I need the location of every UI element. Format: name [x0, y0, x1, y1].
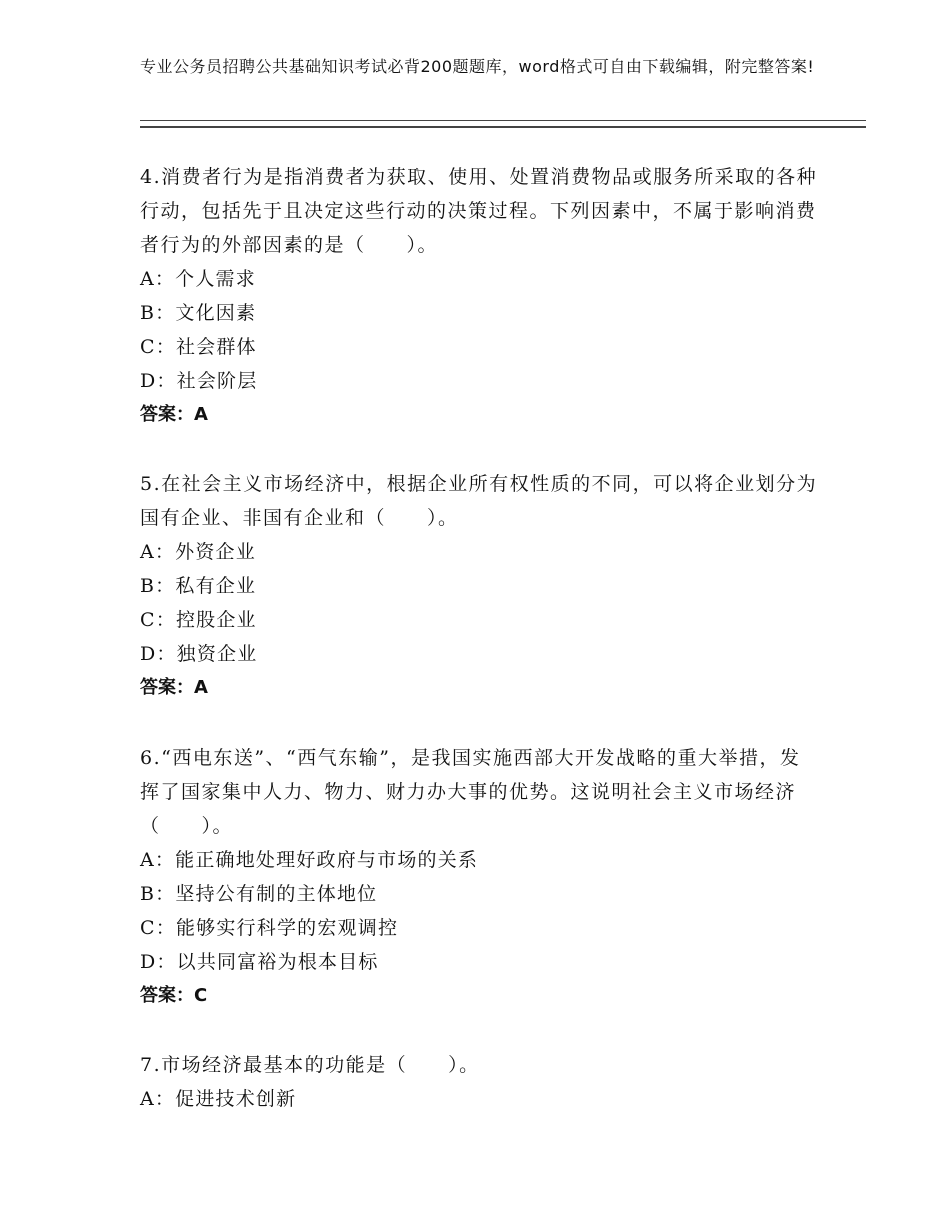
option-a: A：个人需求: [140, 268, 256, 290]
option-b: B：文化因素: [140, 302, 257, 324]
question-4: [140, 160, 820, 432]
document-header: 专业公务员招聘公共基础知识考试必背200题题库，word格式可自由下载编辑，附完整答案!: [140, 57, 815, 76]
option-d: D：以共同富裕为根本目标: [140, 951, 379, 973]
header-divider: [140, 120, 866, 128]
question-5: [140, 467, 820, 705]
question-stem: 7.市场经济最基本的功能是（ ）。: [140, 1054, 480, 1076]
answer-line: 答案：C: [140, 985, 208, 1006]
answer-line: 答案：A: [140, 677, 208, 698]
question-7: [140, 1048, 820, 1116]
option-c: C：社会群体: [140, 336, 257, 358]
option-a: A：能正确地处理好政府与市场的关系: [140, 849, 479, 871]
option-c: C：控股企业: [140, 609, 257, 631]
option-a: A：外资企业: [140, 541, 256, 563]
question-6: [140, 741, 820, 1013]
question-stem: 6.“西电东送”、“西气东输”，是我国实施西部大开发战略的重大举措，发挥了国家集中人力、物力、财力办大事的优势。这说明社会主义市场经济（ ）。: [140, 747, 801, 837]
option-d: D：独资企业: [140, 643, 258, 665]
option-b: B：坚持公有制的主体地位: [140, 883, 378, 905]
option-b: B：私有企业: [140, 575, 257, 597]
option-c: C：能够实行科学的宏观调控: [140, 917, 399, 939]
question-stem: 5.在社会主义市场经济中，根据企业所有权性质的不同，可以将企业划分为国有企业、非国有企业和（ ）。: [140, 473, 818, 529]
option-d: D：社会阶层: [140, 370, 258, 392]
question-stem: 4.消费者行为是指消费者为获取、使用、处置消费物品或服务所采取的各种行动，包括先于且决定这些行动的决策过程。下列因素中，不属于影响消费者行为的外部因素的是（ ）。: [140, 166, 818, 256]
answer-line: 答案：A: [140, 404, 208, 425]
option-a: A：促进技术创新: [140, 1088, 297, 1110]
